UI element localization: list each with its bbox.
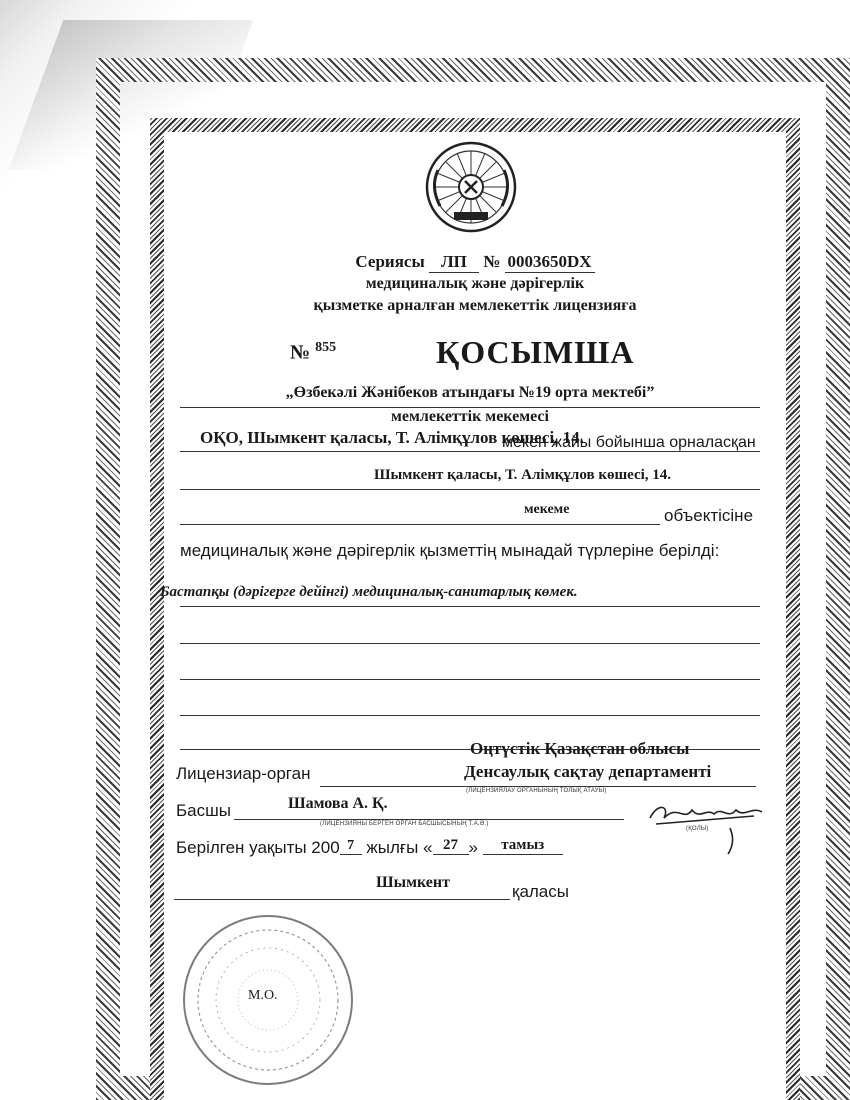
appendix-number-sign: № (290, 341, 311, 364)
city-suffix: қаласы (512, 882, 569, 901)
licensor-value-line-2: Денсаулық сақтау департаменті (464, 762, 712, 781)
head-underline (234, 818, 624, 820)
seal-placeholder-label: М.О. (248, 988, 278, 1003)
service-line-2 (180, 642, 760, 644)
head-name: Шамова А. Қ. (288, 795, 388, 812)
issue-year-digit: 7 (340, 838, 362, 855)
license-number: 0003650DX (505, 252, 595, 273)
licensor-label: Лицензиар-орган (176, 764, 311, 783)
subtitle-line-2: қызметке арналған мемлекеттік лицензияға (313, 297, 637, 314)
organization-type: мемлекеттік мекемесі (391, 408, 549, 425)
appendix-number (290, 340, 336, 365)
address-line-2: Шымкент қаласы, Т. Алімқұлов көшесі, 14. (374, 467, 672, 483)
issue-month: тамыз (483, 837, 563, 855)
state-emblem-icon (424, 140, 518, 234)
issue-date-label: Берілген уақыты 200 (176, 838, 340, 857)
licensor-underline (320, 785, 756, 787)
object-suffix: объектісіне (664, 506, 754, 525)
signature-icon (644, 798, 774, 858)
licensor-value-line-1: Оңтүстік Қазақстан облысы (470, 739, 690, 758)
address-value: ОҚО, Шымкент қаласы, Т. Алімқұлов көшесі, 14. (200, 428, 584, 447)
city-value: Шымкент (376, 874, 450, 891)
service-item: Бастапқы (дәрігерге дейінгі) медициналық-санитарлық көмек. (160, 584, 578, 600)
issue-day-close: » (468, 838, 478, 857)
signature-caption: (ҚОЛЫ) (686, 826, 709, 832)
service-line-1 (180, 605, 760, 607)
service-line-3 (180, 678, 760, 680)
object-underline (180, 523, 660, 525)
issue-day: 27 (433, 837, 469, 855)
number-sign: № (483, 252, 501, 271)
services-intro: медициналық және дәрігерлік қызметтің мынадай түрлеріне берілді: (180, 541, 720, 560)
head-caption: (ЛИЦЕНЗИЯНЫ БЕРГЕН ОРГАН БАСШЫСЫНЫҢ Т.А.Ә.) (320, 821, 489, 827)
object-value: мекеме (524, 502, 570, 517)
address-caption: мекен жайы бойынша орналасқан (502, 434, 756, 451)
series-line (200, 252, 750, 273)
subtitle-line-1: медициналық және дәрігерлік (365, 275, 585, 292)
head-label: Басшы (176, 801, 231, 820)
licensor-caption: (ЛИЦЕНЗИЯЛАУ ОРГАНЫНЫҢ ТОЛЫҚ АТАУЫ) (466, 788, 607, 794)
issue-date-line (176, 837, 563, 858)
document-title: ҚОСЫМША (436, 334, 635, 370)
series-value: ЛП (429, 252, 479, 273)
city-underline (174, 898, 510, 900)
organization-name: „Өзбекәлі Жәнібеков атындағы №19 орта мектебі” (285, 384, 655, 401)
issue-year-suffix: жылғы « (366, 838, 433, 857)
appendix-number-value: 855 (315, 340, 337, 355)
address-2-underline (180, 488, 760, 490)
service-line-4 (180, 714, 760, 716)
series-label: Сериясы (355, 252, 425, 271)
